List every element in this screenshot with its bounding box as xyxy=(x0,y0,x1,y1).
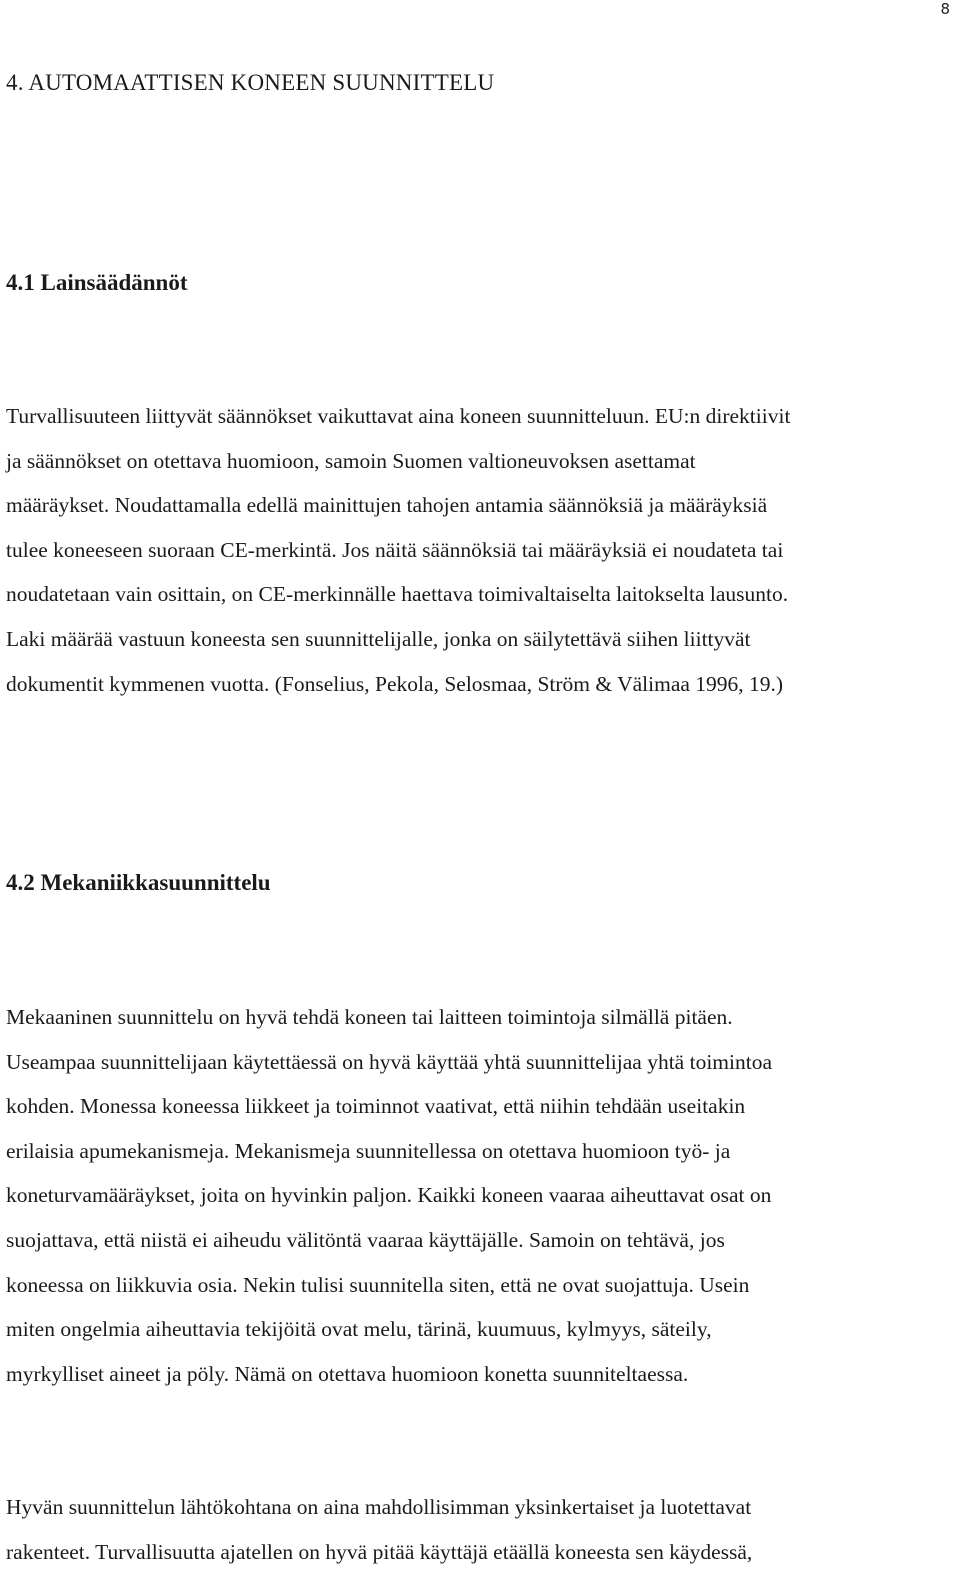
paragraph-legislation xyxy=(6,394,956,706)
text-line: Mekaaninen suunnittelu on hyvä tehdä koneen tai laitteen toimintoja silmällä pitäen. xyxy=(6,1005,733,1029)
text-line: ja säännökset on otettava huomioon, samoin Suomen valtioneuvoksen asettamat xyxy=(6,448,696,473)
paragraph-design-principles xyxy=(6,1485,956,1574)
section-title-mekaniikkasuunnittelu: 4.2 Mekaniikkasuunnittelu xyxy=(6,870,271,895)
text-line: tulee koneeseen suoraan CE-merkintä. Jos näitä säännöksiä tai määräyksiä ei noudateta tai xyxy=(6,537,784,562)
page-number: 8 xyxy=(940,0,950,18)
text-line: Laki määrää vastuun koneesta sen suunnittelijalle, jonka on säilytettävä siihen liittyvät xyxy=(6,626,751,651)
text-line: Turvallisuuteen liittyvät säännökset vaikuttavat aina koneen suunnitteluun. EU:n direktiivit xyxy=(6,404,791,428)
text-line: määräykset. Noudattamalla edellä mainittujen tahojen antamia säännöksiä ja määräyksiä xyxy=(6,493,768,518)
text-line: rakenteet. Turvallisuutta ajatellen on hyvä pitää käyttäjä etäällä koneesta sen käydessä, xyxy=(6,1539,753,1564)
text-line: koneessa on liikkuvia osia. Nekin tulisi suunnitella siten, että ne ovat suojattuja. Usein xyxy=(6,1272,750,1297)
text-line: noudatetaan vain osittain, on CE-merkinnälle haettava toimivaltaiselta laitokselta lausunto. xyxy=(6,582,789,607)
text-line: Useampaa suunnittelijaan käytettäessä on hyvä käyttää yhtä suunnittelijaa yhtä toimintoa xyxy=(6,1049,773,1074)
text-line: kohden. Monessa koneessa liikkeet ja toiminnot vaativat, että niihin tehdään useitakin xyxy=(6,1094,746,1119)
text-line: koneturvamääräykset, joita on hyvinkin paljon. Kaikki koneen vaaraa aiheuttavat osat on xyxy=(6,1183,772,1208)
text-line: erilaisia apumekanismeja. Mekanismeja suunnitellessa on otettava huomioon työ- ja xyxy=(6,1138,731,1163)
section-title-lainsaadannot: 4.1 Lainsäädännöt xyxy=(6,270,188,295)
chapter-title: 4. AUTOMAATTISEN KONEEN SUUNNITTELU xyxy=(6,70,495,95)
paragraph-mechanical-design xyxy=(6,995,956,1396)
text-line: suojattava, että niistä ei aiheudu välitöntä vaaraa käyttäjälle. Samoin on tehtävä, jos xyxy=(6,1227,725,1252)
text-line: myrkylliset aineet ja pöly. Nämä on otettava huomioon konetta suunniteltaessa. xyxy=(6,1361,689,1386)
text-line: Hyvän suunnittelun lähtökohtana on aina mahdollisimman yksinkertaiset ja luotettavat xyxy=(6,1495,752,1519)
text-line: dokumentit kymmenen vuotta. (Fonselius, Pekola, Selosmaa, Ström & Välimaa 1996, 19.) xyxy=(6,671,784,696)
text-line: miten ongelmia aiheuttavia tekijöitä ovat melu, tärinä, kuumuus, kylmyys, säteily, xyxy=(6,1317,712,1342)
